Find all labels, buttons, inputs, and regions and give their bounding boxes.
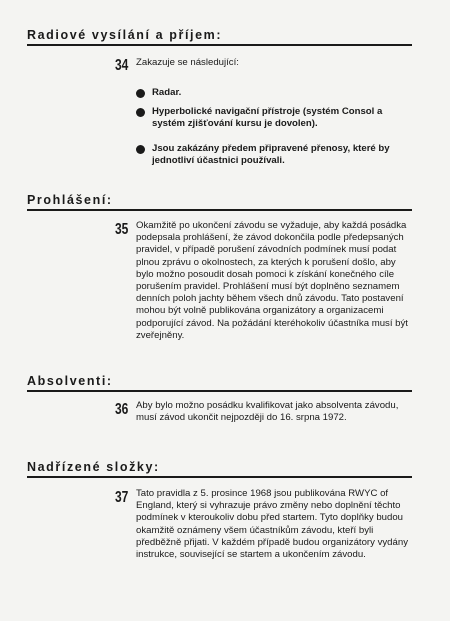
rule-number: 35 (115, 221, 129, 238)
rule-number: 36 (115, 401, 129, 418)
list-item: Jsou zakázány předem připravené přenosy, které by jednotliví účastnici používali. (152, 143, 390, 167)
section-title-authorities: Nadřízené složky: (27, 460, 160, 474)
section-divider (27, 476, 412, 478)
section-title-graduates: Absolventi: (27, 374, 113, 388)
rule-text: Zakazuje se následující: (136, 57, 239, 68)
rule-text: Aby bylo možno posádku kvalifikovat jako absolventa závodu, musí závod ukončit nejpozději do 16. srpna 1972. (136, 400, 399, 424)
section-title-declaration: Prohlášení: (27, 193, 113, 207)
bullet-icon (136, 89, 145, 98)
list-item: Hyperbolické navigační přístroje (systém Consol a systém zjišťování kursu je dovolen). (152, 106, 383, 130)
rule-text: Okamžitě po ukončení závodu se vyžaduje, aby každá posádka podepsala prohlášení, že závod dokončila podle předepsaných pravidel, v případě porušení závodních podmínek musí podat plnou zprávu o okolnostech, za kterých k porušení došlo, aby bylo možno posoudit dosah pomoci k získání konečného cíle porušením pravidel. Prohlášení musí být doplněno seznamem denních poloh jachty během všech dnů závodu. Tato postavení mohou být volně publikována organizátory a organizacemi podporující závod. Na požádání kteréhokoliv účastníka musí být zveřejněny. (136, 220, 408, 341)
bullet-icon (136, 145, 145, 154)
section-divider (27, 390, 412, 392)
section-title-radio: Radiové vysílání a příjem: (27, 28, 223, 42)
rule-number: 37 (115, 489, 129, 506)
bullet-icon (136, 108, 145, 117)
section-divider (27, 44, 412, 46)
list-item: Radar. (152, 87, 182, 98)
rule-text: Tato pravidla z 5. prosince 1968 jsou publikována RWYC of England, který si vyhrazuje právo změny nebo doplnění těchto podmínek v kteroukoliv dobu před startem. Tyto doplňky budou okamžitě oznámeny všem účastníkům závodu, kteří byli předběžně přijati. V každém případě budou organizátory vydány instrukce, související se startem a ukončením závodu. (136, 488, 408, 561)
rule-number: 34 (115, 57, 129, 74)
section-divider (27, 209, 412, 211)
